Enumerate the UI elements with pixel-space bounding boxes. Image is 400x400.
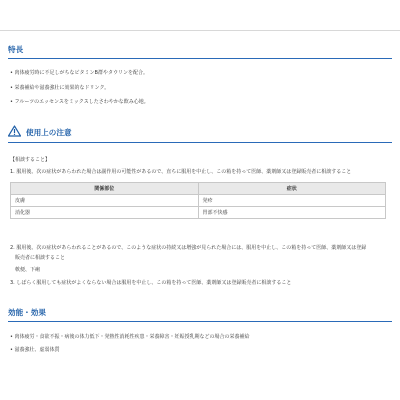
table-cell: 発疹: [198, 195, 386, 207]
table-row: [11, 195, 386, 207]
side-effect-table: [10, 182, 386, 219]
precaution-item-2-line-2: 販売者に相談すること: [15, 255, 66, 261]
precaution-item-2-symptoms: 軟便、下痢: [15, 267, 41, 273]
table-row: [11, 207, 386, 219]
table-cell: 皮膚: [11, 195, 199, 207]
features-heading-rule: [8, 58, 392, 59]
efficacy-bullet-1: • 肉体疲労・食欲不振・病後の体力低下・発熱性消耗性疾患・栄養障害・妊娠授乳期などの場合の栄養補給: [10, 334, 250, 340]
table-cell: 胃部不快感: [198, 207, 386, 219]
table-cell: 消化器: [11, 207, 199, 219]
table-header-symptom: 症状: [198, 183, 386, 195]
efficacy-bullet-2: • 滋養強壮、虚弱体質: [10, 347, 60, 353]
precaution-item-2-line-1: 2. 服用後、次の症状があらわれることがあるので、このような症状の持続又は増強が見られた場合には、服用を中止し、この箱を持って医師、薬剤師又は登録: [10, 245, 367, 251]
consult-label: 【相談すること】: [10, 157, 51, 163]
table-header-body-part: 関係部位: [11, 183, 199, 195]
efficacy-heading: 効能・効果: [8, 308, 46, 317]
table-header-row: [11, 183, 386, 195]
efficacy-heading-rule: [8, 321, 392, 322]
warning-icon: [8, 125, 21, 137]
precaution-item-1: 1. 服用後、次の症状があらわれた場合は副作用の可能性があるので、直ちに服用を中止し、この箱を持って医師、薬剤師又は登録販売者に相談すること: [10, 169, 352, 175]
precautions-heading-rule: [8, 142, 392, 143]
features-bullet-2: • 栄養補給や滋養強壮に効果的なドリンク。: [10, 85, 110, 91]
features-heading: 特長: [8, 45, 24, 54]
precautions-heading: 使用上の注意: [26, 128, 72, 137]
features-bullet-1: • 肉体疲労時に不足しがちなビタミンB群やタウリンを配合。: [10, 70, 148, 76]
features-bullet-3: • フルーツのエッセンスをミックスしたさわやかな飲み心地。: [10, 99, 149, 105]
top-divider: [0, 30, 400, 31]
precaution-item-3: 3. しばらく服用しても症状がよくならない場合は服用を中止し、この箱を持って医師、薬剤師又は登録販売者に相談すること: [10, 280, 292, 286]
